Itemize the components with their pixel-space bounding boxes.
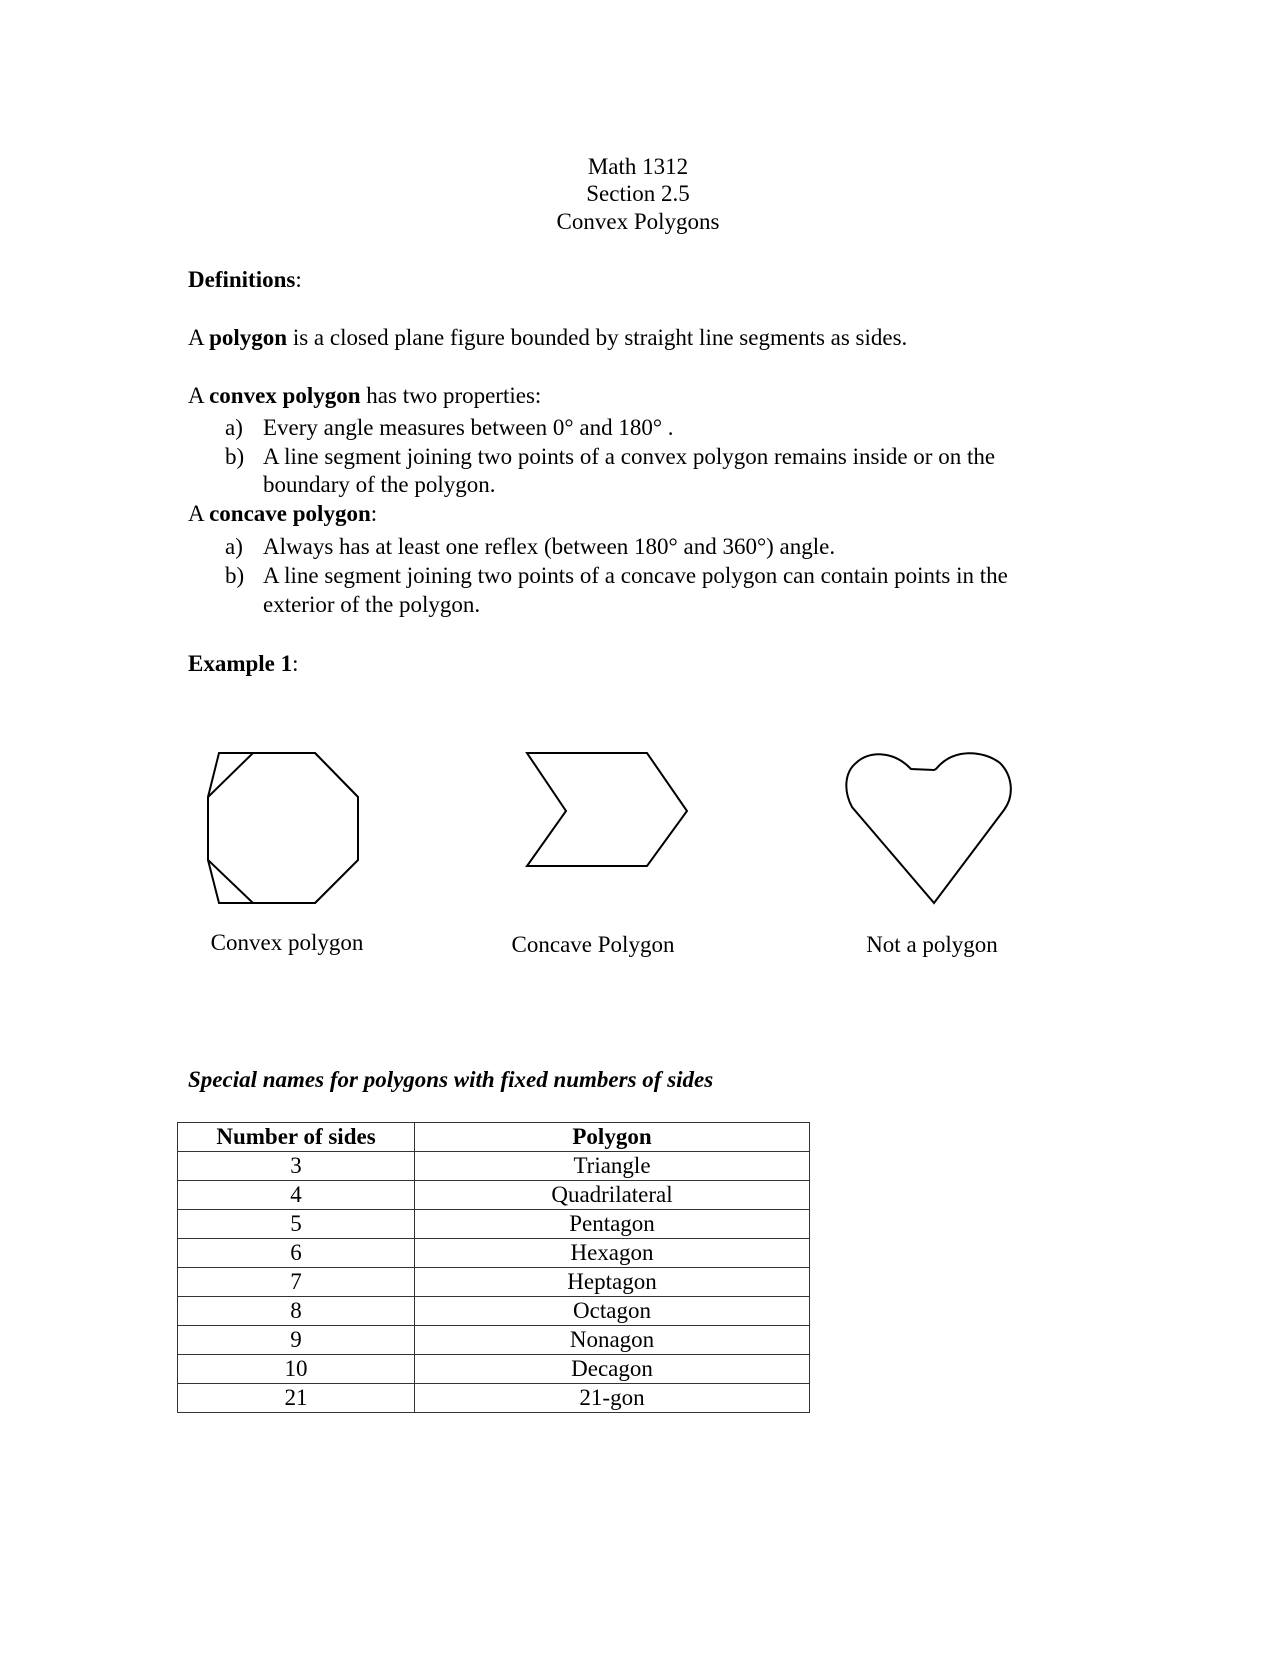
column-header: Polygon [415,1123,810,1152]
list-item: A line segment joining two points of a convex polygon remains inside or on the [263,444,996,469]
polygon-names-table [177,1122,810,1413]
figure-caption: Convex polygon [210,930,364,955]
list-marker: b) [225,563,245,588]
example-heading: Example 1: [188,651,299,676]
table-row: 4 Quadrilateral [178,1181,810,1210]
table-row: 8 Octagon [178,1297,810,1326]
table-header-row [178,1123,810,1152]
page-title: Convex Polygons [556,209,720,234]
chevron-icon [527,753,687,866]
list-item: Always has at least one reflex (between 180° and 360°) angle. [263,534,836,559]
list-item: Every angle measures between 0° and 180° . [263,415,674,440]
table-row: 9 Nonagon [178,1326,810,1355]
list-marker: b) [225,444,245,469]
list-item-continuation: exterior of the polygon. [263,592,481,617]
definitions-heading: Definitions: [188,267,302,292]
table-title: Special names for polygons with fixed numbers of sides [188,1067,714,1092]
list-marker: a) [225,534,243,559]
table-row: 5 Pentagon [178,1210,810,1239]
list-item-continuation: boundary of the polygon. [263,472,496,497]
table-row: 6 Hexagon [178,1239,810,1268]
figure-caption: Not a polygon [866,932,998,957]
table-row: 7 Heptagon [178,1268,810,1297]
polygon-definition: A polygon is a closed plane figure bounded by straight line segments as sides. [188,325,908,350]
concave-definition: A concave polygon: [188,501,378,526]
convex-definition: A convex polygon has two properties: [188,383,542,408]
list-marker: a) [225,415,243,440]
table-row: 21 21-gon [178,1384,810,1413]
octagon-icon-fix [208,753,358,903]
column-header: Number of sides [178,1123,415,1152]
table-row: 10 Decagon [178,1355,810,1384]
figure-caption: Concave Polygon [511,932,675,957]
heart-icon [846,753,1010,903]
list-item: A line segment joining two points of a concave polygon can contain points in the [263,563,1008,588]
section-title: Section 2.5 [586,181,690,206]
course-title: Math 1312 [587,154,689,179]
table-row: 3 Triangle [178,1152,810,1181]
